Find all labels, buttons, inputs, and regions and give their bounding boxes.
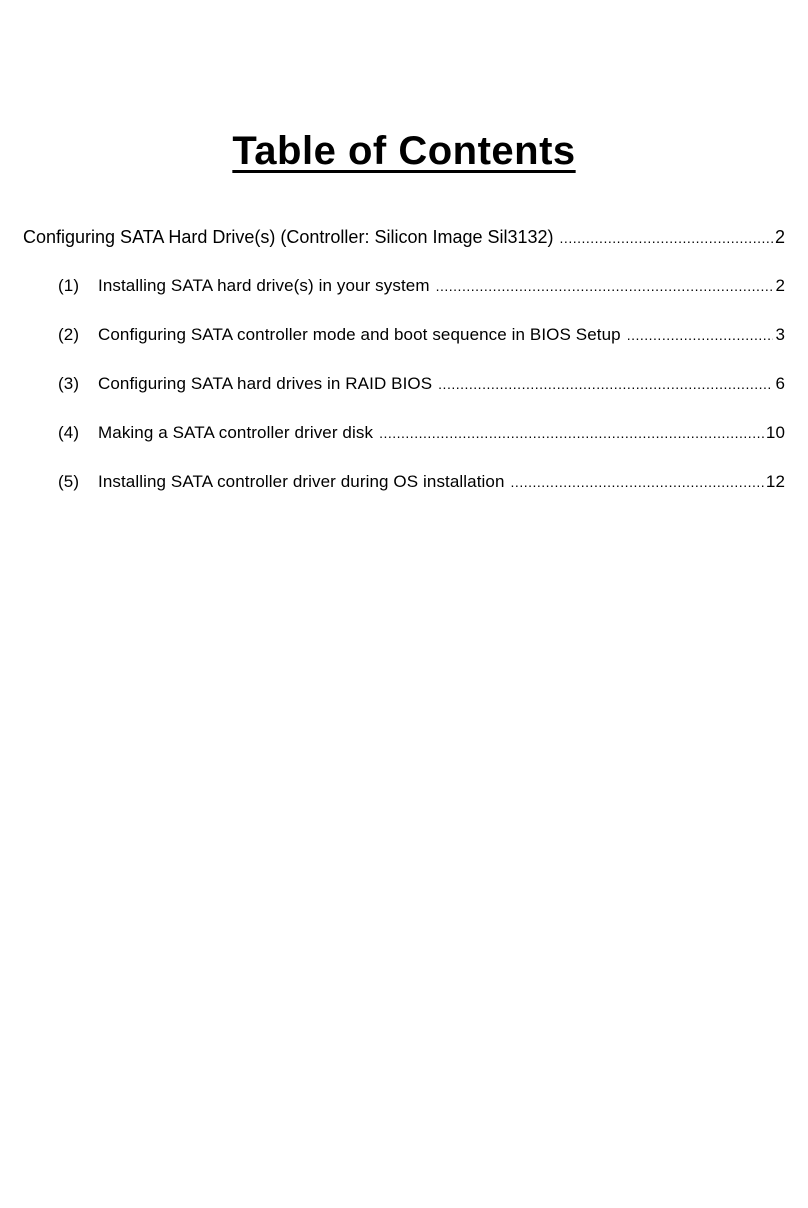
toc-dot-leader xyxy=(627,320,774,350)
toc-page-number: 10 xyxy=(765,423,785,442)
toc-entry-text: Installing SATA controller driver during OS installation xyxy=(98,472,505,491)
toc-entry-5[interactable] xyxy=(23,467,785,497)
toc-entry-text: Configuring SATA Hard Drive(s) (Controller: Silicon Image Sil3132) xyxy=(23,227,554,247)
toc-page-number: 3 xyxy=(775,325,785,344)
toc-entry-1[interactable] xyxy=(23,271,785,301)
toc-dot-leader xyxy=(379,418,764,448)
toc-entry-text: Installing SATA hard drive(s) in your system xyxy=(98,276,430,295)
toc-entry-number: (3) xyxy=(58,374,80,393)
page-title xyxy=(0,126,808,176)
toc-entry-number: (5) xyxy=(58,472,80,491)
toc-dot-leader xyxy=(438,369,773,399)
toc-dot-leader xyxy=(560,223,773,253)
toc-entry-main[interactable] xyxy=(23,222,785,252)
toc-page-number: 2 xyxy=(774,227,785,247)
toc-page-number: 12 xyxy=(765,472,785,491)
toc-entry-2[interactable] xyxy=(23,320,785,350)
toc-entry-number: (1) xyxy=(58,276,80,295)
toc-entry-text: Making a SATA controller driver disk xyxy=(98,423,374,442)
page-title-text: Table of Contents xyxy=(232,129,576,173)
toc-entry-4[interactable] xyxy=(23,418,785,448)
toc-entry-3[interactable] xyxy=(23,369,785,399)
toc-entry-number: (4) xyxy=(58,423,80,442)
toc-entry-text: Configuring SATA hard drives in RAID BIOS xyxy=(98,374,433,393)
toc-entry-text: Configuring SATA controller mode and boot sequence in BIOS Setup xyxy=(98,325,621,344)
toc-page-number: 6 xyxy=(775,374,785,393)
table-of-contents xyxy=(23,222,785,516)
toc-page-number: 2 xyxy=(775,276,785,295)
toc-entry-number: (2) xyxy=(58,325,80,344)
toc-dot-leader xyxy=(511,467,764,497)
toc-dot-leader xyxy=(436,271,774,301)
